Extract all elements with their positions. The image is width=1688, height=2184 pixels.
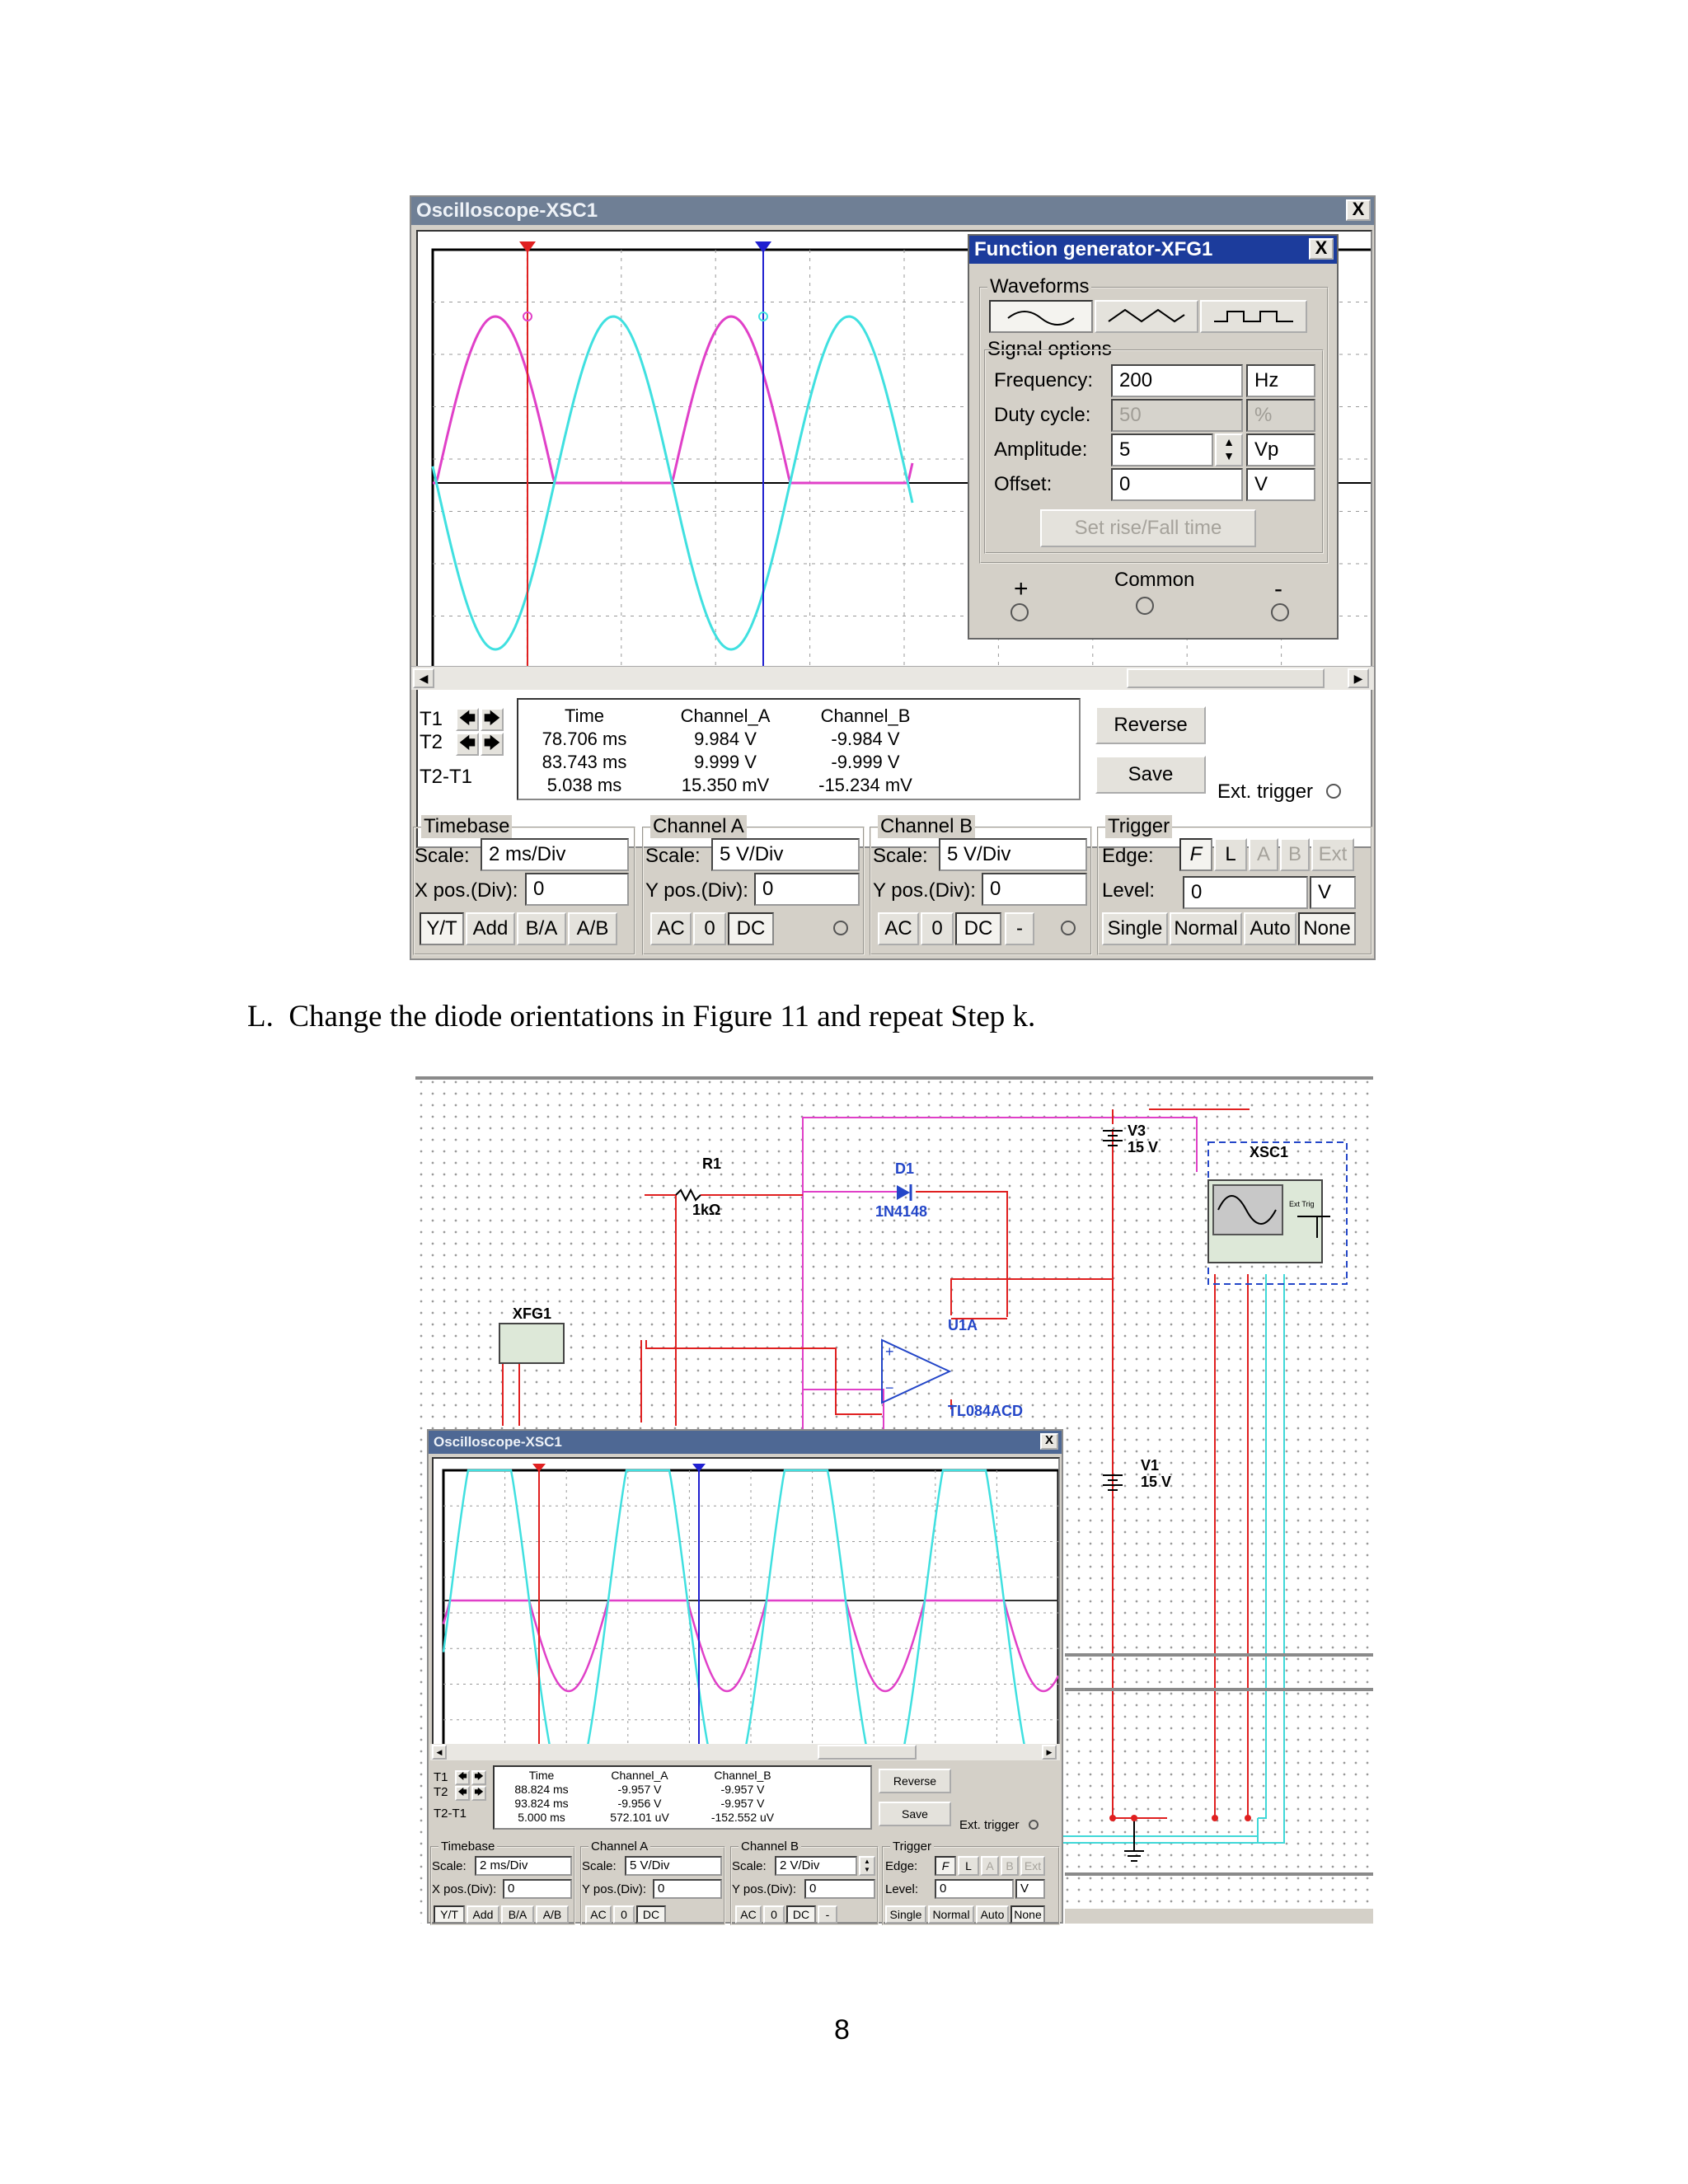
falling-edge-button[interactable]: L xyxy=(1214,838,1247,871)
scope2-a-b-button[interactable]: A/B xyxy=(536,1905,569,1924)
scope2-scrollbar[interactable] xyxy=(430,1744,1060,1760)
oscilloscope-title: Oscilloscope-XSC1 xyxy=(411,197,1374,225)
scope2-normal-button[interactable]: Normal xyxy=(928,1905,974,1924)
auto-button[interactable]: Auto xyxy=(1244,912,1296,945)
scope2-t2-time: 93.824 ms xyxy=(514,1797,569,1810)
readout-col-channel-b xyxy=(804,705,927,797)
scope2-channel-b-dc-button[interactable]: DC xyxy=(786,1905,816,1924)
scope2-row-t1: T1 xyxy=(434,1770,448,1784)
scope2-timebase-scale-label: Scale: xyxy=(432,1859,467,1873)
reverse-button[interactable]: Reverse xyxy=(1095,706,1206,744)
scope2-channel-a-zero-button[interactable]: 0 xyxy=(613,1905,635,1924)
frequency-label: Frequency: xyxy=(994,369,1094,391)
channel-a-scale-field[interactable]: 5 V/Div xyxy=(711,838,860,871)
v1-label: V1 xyxy=(1141,1457,1160,1474)
trigger-edge-label: Edge: xyxy=(1102,845,1154,867)
minus-terminal-icon[interactable] xyxy=(1271,603,1289,621)
channel-b-ypos-field[interactable]: 0 xyxy=(982,873,1087,906)
scope2-channel-a-ac-button[interactable]: AC xyxy=(585,1905,612,1924)
scroll-thumb[interactable] xyxy=(1127,668,1325,688)
readout-col-time xyxy=(527,705,642,797)
square-icon xyxy=(1203,302,1305,330)
offset-label: Offset: xyxy=(994,473,1053,495)
scope2-timebase-scale-field[interactable]: 2 ms/Div xyxy=(475,1856,572,1876)
common-terminal-icon[interactable] xyxy=(1136,597,1154,615)
svg-text:+: + xyxy=(885,1343,894,1360)
scope2-trigger-title: Trigger xyxy=(890,1840,934,1854)
scope2-channel-b-ypos-field[interactable]: 0 xyxy=(804,1879,875,1899)
xfg1-label: XFG1 xyxy=(513,1305,552,1322)
scope2-t2-right-button[interactable]: 🡆 xyxy=(471,1786,486,1801)
instruction-text: L. Change the diode orientations in Figure 11 and repeat Step k. xyxy=(247,1000,1036,1033)
amplitude-field[interactable]: 5 xyxy=(1111,434,1213,466)
t1-left-arrow-button[interactable]: 🡄 xyxy=(456,708,479,731)
ground-symbol xyxy=(1124,1818,1144,1861)
scope2-timebase-xpos-field[interactable]: 0 xyxy=(503,1879,572,1899)
signal-options-title: Signal options xyxy=(987,338,1112,360)
scope2-rising-edge-button[interactable]: F xyxy=(935,1856,956,1876)
resistor-r1 xyxy=(676,1190,701,1200)
scope2-timebase-title: Timebase xyxy=(438,1840,497,1854)
channel-b-ac-button[interactable]: AC xyxy=(878,912,919,945)
scope2-single-button[interactable]: Single xyxy=(885,1905,926,1924)
timebase-xpos-field[interactable]: 0 xyxy=(525,873,629,906)
scope2-diff-time: 5.000 ms xyxy=(518,1811,565,1824)
xfg1-body xyxy=(499,1324,564,1363)
d1-part-label: 1N4148 xyxy=(875,1203,928,1220)
r1-value-label: 1kΩ xyxy=(692,1202,721,1218)
timebase-scale-field[interactable]: 2 ms/Div xyxy=(481,838,629,871)
set-rise-fall-time-button[interactable]: Set rise/Fall time xyxy=(1040,509,1256,547)
channel-b-ypos-label: Y pos.(Div): xyxy=(873,879,976,902)
scope2-diff-channel-a: 572.101 uV xyxy=(610,1811,669,1824)
scope2-trigger-level-label: Level: xyxy=(885,1882,919,1896)
amplitude-spinner[interactable]: ▲ ▼ xyxy=(1215,434,1243,466)
readout-header-time: Time xyxy=(564,705,605,726)
duty-cycle-label: Duty cycle: xyxy=(994,404,1091,426)
scope2-header-channel-b: Channel_B xyxy=(714,1769,771,1782)
minus-terminal-label: - xyxy=(1274,575,1282,602)
horizontal-scrollbar[interactable] xyxy=(411,666,1374,690)
trigger-ext-button[interactable]: Ext xyxy=(1311,838,1354,871)
oscilloscope-window-bottom xyxy=(427,1429,1063,1924)
channel-b-dc-button[interactable]: DC xyxy=(955,912,1001,945)
trigger-b-button[interactable]: B xyxy=(1280,838,1310,871)
readout-t2-channel-a: 9.999 V xyxy=(694,752,757,772)
sine-wave-button[interactable] xyxy=(989,300,1093,333)
function-generator-title: Function generator-XFG1 xyxy=(969,236,1337,264)
scope2-channel-b-scale-label: Scale: xyxy=(732,1859,767,1873)
v3-value-label: 15 V xyxy=(1128,1139,1159,1155)
scope2-col-channel-a xyxy=(590,1769,689,1825)
scope2-b-a-button[interactable]: B/A xyxy=(501,1905,534,1924)
scope2-col-time xyxy=(496,1769,587,1825)
square-wave-button[interactable] xyxy=(1200,300,1307,333)
b-a-button[interactable]: B/A xyxy=(517,912,566,945)
scroll-left-button[interactable]: ◀ xyxy=(413,668,434,688)
scope2-scroll-thumb[interactable] xyxy=(818,1745,917,1760)
readout-header-channel-a: Channel_A xyxy=(680,705,771,726)
readout-t1-time: 78.706 ms xyxy=(542,729,627,749)
common-terminal-label: Common xyxy=(1114,569,1195,591)
ext-trigger-label: Ext. trigger xyxy=(1217,780,1314,803)
plus-terminal-label: + xyxy=(1014,575,1029,602)
u1a-part-label: TL084ACD xyxy=(948,1403,1024,1419)
scope2-scroll-right-button[interactable]: ▶ xyxy=(1042,1745,1057,1760)
scope2-trigger-edge-label: Edge: xyxy=(885,1859,918,1873)
xsc1-label: XSC1 xyxy=(1250,1144,1289,1160)
diode-d1 xyxy=(897,1185,910,1200)
function-generator-window xyxy=(968,234,1339,640)
scope2-trigger-b-button[interactable]: B xyxy=(1001,1856,1019,1876)
scope2-reverse-button[interactable]: Reverse xyxy=(879,1769,951,1793)
d1-label: D1 xyxy=(895,1160,915,1177)
timebase-scale-label: Scale: xyxy=(415,845,470,867)
scope2-trigger-level-unit[interactable]: V xyxy=(1015,1879,1045,1899)
scope2-yt-button[interactable]: Y/T xyxy=(434,1905,465,1924)
channel-b-terminal-icon[interactable] xyxy=(1061,921,1076,935)
single-button[interactable]: Single xyxy=(1102,912,1168,945)
timebase-xpos-label: X pos.(Div): xyxy=(415,879,518,902)
duty-cycle-field[interactable]: 50 xyxy=(1111,399,1243,432)
amplitude-unit[interactable]: Vp xyxy=(1246,434,1315,466)
readout-diff-channel-b: -15.234 mV xyxy=(818,775,912,795)
scope2-channel-b-ac-button[interactable]: AC xyxy=(735,1905,762,1924)
readout-diff-time: 5.038 ms xyxy=(546,775,622,795)
channel-a-terminal-icon[interactable] xyxy=(833,921,848,935)
triangle-icon xyxy=(1097,302,1196,330)
xsc1-ext-trig-label: Ext Trig xyxy=(1289,1200,1315,1208)
readout-t2-time: 83.743 ms xyxy=(542,752,627,772)
fg-close-button[interactable]: X xyxy=(1309,238,1334,260)
scope2-t2-channel-a: -9.956 V xyxy=(617,1797,662,1810)
scope2-trigger-a-button[interactable]: A xyxy=(981,1856,999,1876)
scope2-col-channel-b xyxy=(689,1769,796,1825)
save-button[interactable]: Save xyxy=(1095,756,1206,794)
scope2-channel-a-dc-button[interactable]: DC xyxy=(636,1905,666,1924)
scroll-right-button[interactable]: ▶ xyxy=(1348,668,1369,688)
ext-trigger-terminal-icon[interactable] xyxy=(1326,784,1341,799)
scope2-t2-channel-b: -9.957 V xyxy=(720,1797,765,1810)
scope2-channel-b-scale-field[interactable]: 2 V/Div xyxy=(775,1856,857,1876)
scope2-ext-trigger-terminal-icon[interactable] xyxy=(1029,1820,1039,1830)
sine-icon xyxy=(992,302,1090,330)
amplitude-label: Amplitude: xyxy=(994,438,1088,461)
scope2-channel-a-scale-label: Scale: xyxy=(582,1859,617,1873)
t2-left-arrow-button[interactable]: 🡄 xyxy=(456,733,479,756)
u1a-label: U1A xyxy=(948,1317,978,1333)
scope2-save-button[interactable]: Save xyxy=(879,1802,951,1826)
scope2-screen xyxy=(434,1459,1058,1757)
oscilloscope2-title: Oscilloscope-XSC1 xyxy=(429,1431,1062,1454)
trigger-a-button[interactable]: A xyxy=(1249,838,1278,871)
row-label-t2: T2 xyxy=(420,731,443,753)
scope2-t1-channel-a: -9.957 V xyxy=(617,1783,662,1796)
trigger-title: Trigger xyxy=(1105,815,1172,838)
waveforms-title: Waveforms xyxy=(987,275,1091,298)
channel-a-ac-button[interactable]: AC xyxy=(650,912,692,945)
scope2-t1-channel-b: -9.957 V xyxy=(720,1783,765,1796)
add-button[interactable]: Add xyxy=(466,912,515,945)
v3-label: V3 xyxy=(1128,1122,1146,1139)
scope2-channel-b-title: Channel B xyxy=(738,1840,801,1854)
scope2-t1-left-button[interactable]: 🡄 xyxy=(455,1770,470,1785)
scope2-channel-a-scale-field[interactable]: 5 V/Div xyxy=(625,1856,722,1876)
readout-header-channel-b: Channel_B xyxy=(820,705,911,726)
none-button[interactable]: None xyxy=(1298,912,1356,945)
v1-value-label: 15 V xyxy=(1141,1474,1172,1490)
channel-b-title: Channel B xyxy=(878,815,975,838)
yt-button[interactable]: Y/T xyxy=(420,912,464,945)
triangle-wave-button[interactable] xyxy=(1095,300,1198,333)
channel-b-scale-field[interactable]: 5 V/Div xyxy=(939,838,1087,871)
scope2-timebase-xpos-label: X pos.(Div): xyxy=(432,1882,497,1896)
r1-label: R1 xyxy=(702,1155,722,1172)
scope2-channel-b-minus-button[interactable]: - xyxy=(818,1905,837,1924)
scope2-channel-b-zero-button[interactable]: 0 xyxy=(763,1905,785,1924)
readout-t2-channel-b: -9.999 V xyxy=(831,752,900,772)
trigger-level-field[interactable]: 0 xyxy=(1183,876,1308,909)
readout-t1-channel-a: 9.984 V xyxy=(694,729,757,749)
scope2-channel-b-ypos-label: Y pos.(Div): xyxy=(732,1882,797,1896)
channel-a-dc-button[interactable]: DC xyxy=(728,912,774,945)
frequency-unit[interactable]: Hz xyxy=(1246,364,1315,397)
readout-col-channel-a xyxy=(663,705,787,797)
scope2-channel-a-ypos-field[interactable]: 0 xyxy=(653,1879,722,1899)
scope2-channel-a-title: Channel A xyxy=(588,1840,650,1854)
scope2-header-time: Time xyxy=(528,1769,555,1782)
row-label-t2-t1: T2-T1 xyxy=(420,766,473,788)
channel-b-minus-button[interactable]: - xyxy=(1005,912,1034,945)
scope2-trigger-level-field[interactable]: 0 xyxy=(935,1879,1014,1899)
trigger-level-unit[interactable]: V xyxy=(1310,876,1356,909)
scope2-t2-left-button[interactable]: 🡄 xyxy=(455,1786,470,1801)
scope2-none-button[interactable]: None xyxy=(1010,1905,1045,1924)
rising-edge-button[interactable]: F xyxy=(1179,838,1212,871)
normal-button[interactable]: Normal xyxy=(1170,912,1242,945)
channel-b-zero-button[interactable]: 0 xyxy=(921,912,954,945)
scope2-diff-channel-b: -152.552 uV xyxy=(710,1811,775,1824)
channel-a-ypos-field[interactable]: 0 xyxy=(754,873,860,906)
scope2-add-button[interactable]: Add xyxy=(467,1905,499,1924)
offset-field[interactable]: 0 xyxy=(1111,468,1243,501)
scope2-scroll-left-button[interactable]: ◀ xyxy=(432,1745,447,1760)
scope2-display xyxy=(432,1457,1060,1759)
channel-a-ypos-label: Y pos.(Div): xyxy=(645,879,748,902)
scope2-trigger-ext-button[interactable]: Ext xyxy=(1020,1856,1045,1876)
scope2-t1-right-button[interactable]: 🡆 xyxy=(471,1770,486,1785)
plus-terminal-icon[interactable] xyxy=(1010,603,1029,621)
channel-b-scale-label: Scale: xyxy=(873,845,928,867)
page-number: 8 xyxy=(834,2014,850,2046)
channel-a-scale-label: Scale: xyxy=(645,845,701,867)
trigger-level-label: Level: xyxy=(1102,879,1156,902)
scope2-row-t2-t1: T2-T1 xyxy=(434,1807,467,1821)
close-button[interactable]: X xyxy=(1346,199,1371,221)
readout-t1-channel-b: -9.984 V xyxy=(831,729,900,749)
a-b-button[interactable]: A/B xyxy=(568,912,617,945)
svg-text:−: − xyxy=(885,1380,894,1396)
offset-unit[interactable]: V xyxy=(1246,468,1315,501)
t2-right-arrow-button[interactable]: 🡆 xyxy=(481,733,504,756)
t1-right-arrow-button[interactable]: 🡆 xyxy=(481,708,504,731)
readout-panel xyxy=(517,698,1081,800)
scope2-t1-time: 88.824 ms xyxy=(514,1783,569,1796)
scope2-channel-a-ypos-label: Y pos.(Div): xyxy=(582,1882,647,1896)
duty-cycle-unit[interactable]: % xyxy=(1246,399,1315,432)
scope2-row-t2: T2 xyxy=(434,1785,448,1799)
scope2-auto-button[interactable]: Auto xyxy=(976,1905,1009,1924)
frequency-field[interactable]: 200 xyxy=(1111,364,1243,397)
channel-a-title: Channel A xyxy=(650,815,747,838)
row-label-t1: T1 xyxy=(420,708,443,730)
scope2-falling-edge-button[interactable]: L xyxy=(958,1856,979,1876)
scope2-channel-b-scale-spinner[interactable]: ▲ ▼ xyxy=(859,1856,875,1876)
oscilloscope2-close-button[interactable]: X xyxy=(1040,1433,1058,1450)
scope2-readout-panel xyxy=(493,1765,872,1830)
readout-diff-channel-a: 15.350 mV xyxy=(681,775,770,795)
timebase-title: Timebase xyxy=(421,815,512,838)
scope2-ext-trigger-label: Ext. trigger xyxy=(959,1818,1020,1832)
channel-a-zero-button[interactable]: 0 xyxy=(693,912,726,945)
scope2-header-channel-a: Channel_A xyxy=(611,1769,668,1782)
